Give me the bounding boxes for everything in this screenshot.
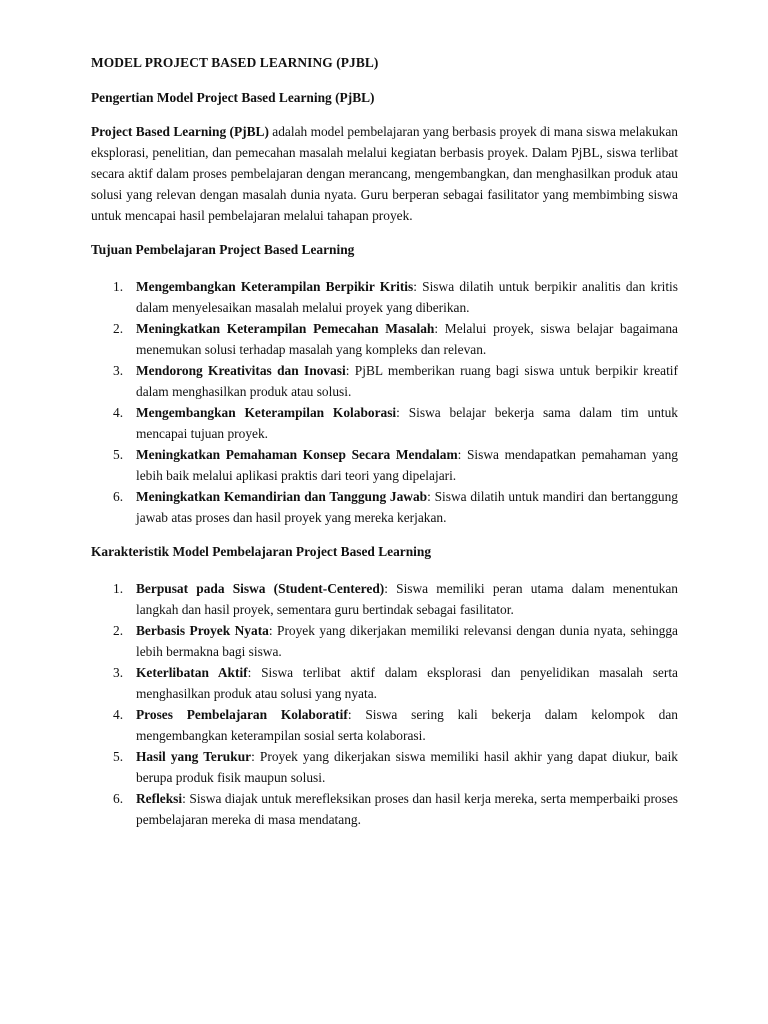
goal-term: Meningkatkan Kemandirian dan Tanggung Jawab <box>136 489 428 504</box>
goal-item <box>91 444 678 486</box>
goal-number: 2. <box>113 321 124 336</box>
characteristic-item <box>91 746 678 788</box>
characteristic-item <box>91 788 678 830</box>
document-title: MODEL PROJECT BASED LEARNING (PJBL) <box>91 55 379 70</box>
definition-text: adalah model pembelajaran yang berbasis proyek di mana siswa melakukan eksplorasi, penelitian, dan pemecahan masalah melalui kegiatan berbasis proyek. Dalam PjBL, siswa terlibat secara aktif dalam proses pembelajaran dengan merancang, mengembangkan, dan menghasilkan produk atau solusi yang relevan dengan masalah dunia nyata. Guru berperan sebagai fasilitator yang membimbing siswa untuk mencapai hasil pembelajaran melalui tahapan proyek. <box>91 124 678 223</box>
characteristic-term: Keterlibatan Aktif <box>136 665 248 680</box>
goal-term: Mengembangkan Keterampilan Berpikir Kritis <box>136 279 414 294</box>
goal-number: 4. <box>113 405 124 420</box>
characteristic-item <box>91 704 678 746</box>
characteristic-term: Berbasis Proyek Nyata <box>136 623 269 638</box>
characteristic-number: 3. <box>113 665 124 680</box>
characteristic-text: : Siswa sering kali bekerja dalam kelompok dan mengembangkan keterampilan sosial serta kolaborasi. <box>136 707 678 743</box>
definition-paragraph <box>91 121 678 226</box>
characteristic-number: 2. <box>113 623 124 638</box>
goal-item <box>91 276 678 318</box>
characteristics-list <box>91 578 678 830</box>
goal-item <box>91 402 678 444</box>
goal-text: : Siswa belajar bekerja sama dalam tim untuk mencapai tujuan proyek. <box>136 405 678 441</box>
goals-list <box>91 276 678 528</box>
characteristic-term: Hasil yang Terukur <box>136 749 252 764</box>
goal-text: : Siswa dilatih untuk berpikir analitis dan kritis dalam menyelesaikan masalah melalui proyek yang diberikan. <box>136 279 678 315</box>
characteristic-number: 1. <box>113 581 124 596</box>
goal-text: : PjBL memberikan ruang bagi siswa untuk berpikir kreatif dalam menghasilkan produk atau solusi. <box>136 363 678 399</box>
characteristic-item <box>91 578 678 620</box>
characteristic-number: 4. <box>113 707 124 722</box>
goal-number: 3. <box>113 363 124 378</box>
characteristic-term: Refleksi <box>136 791 183 806</box>
characteristic-item <box>91 662 678 704</box>
characteristics-heading: Karakteristik Model Pembelajaran Project Based Learning <box>91 544 432 559</box>
characteristic-text: : Proyek yang dikerjakan memiliki relevansi dengan dunia nyata, sehingga lebih bermakna bagi siswa. <box>136 623 678 659</box>
goal-number: 1. <box>113 279 124 294</box>
characteristic-term: Berpusat pada Siswa (Student-Centered) <box>136 581 385 596</box>
goal-item <box>91 318 678 360</box>
goal-text: : Melalui proyek, siswa belajar bagaimana menemukan solusi terhadap masalah yang kompleks dan relevan. <box>136 321 678 357</box>
characteristic-number: 5. <box>113 749 124 764</box>
goal-text: : Siswa dilatih untuk mandiri dan bertanggung jawab atas proses dan hasil proyek yang mereka kerjakan. <box>136 489 679 525</box>
goal-number: 6. <box>113 489 124 504</box>
characteristic-text: : Siswa terlibat aktif dalam eksplorasi dan penyelidikan masalah serta menghasilkan produk atau solusi yang nyata. <box>136 665 678 701</box>
goal-term: Meningkatkan Pemahaman Konsep Secara Mendalam <box>136 447 458 462</box>
document-page <box>91 52 678 843</box>
characteristic-number: 6. <box>113 791 124 806</box>
goal-number: 5. <box>113 447 124 462</box>
characteristic-text: : Siswa memiliki peran utama dalam menentukan langkah dan hasil proyek, sementara guru bertindak sebagai fasilitator. <box>136 581 678 617</box>
goal-text: : Siswa mendapatkan pemahaman yang lebih baik melalui aplikasi praktis dari teori yang dipelajari. <box>136 447 678 483</box>
characteristic-term: Proses Pembelajaran Kolaboratif <box>136 707 348 722</box>
goal-term: Meningkatkan Keterampilan Pemecahan Masalah <box>136 321 435 336</box>
definition-heading: Pengertian Model Project Based Learning (PjBL) <box>91 90 375 105</box>
goal-item <box>91 360 678 402</box>
characteristic-item <box>91 620 678 662</box>
goals-heading: Tujuan Pembelajaran Project Based Learning <box>91 242 355 257</box>
characteristic-text: : Proyek yang dikerjakan siswa memiliki hasil akhir yang dapat diukur, baik berupa produk fisik maupun solusi. <box>136 749 679 785</box>
goal-item <box>91 486 678 528</box>
goal-term: Mengembangkan Keterampilan Kolaborasi <box>136 405 397 420</box>
definition-term: Project Based Learning (PjBL) <box>91 124 269 139</box>
characteristic-text: : Siswa diajak untuk merefleksikan proses dan hasil kerja mereka, serta memperbaiki proses pembelajaran mereka di masa mendatang. <box>136 791 678 827</box>
goal-term: Mendorong Kreativitas dan Inovasi <box>136 363 346 378</box>
